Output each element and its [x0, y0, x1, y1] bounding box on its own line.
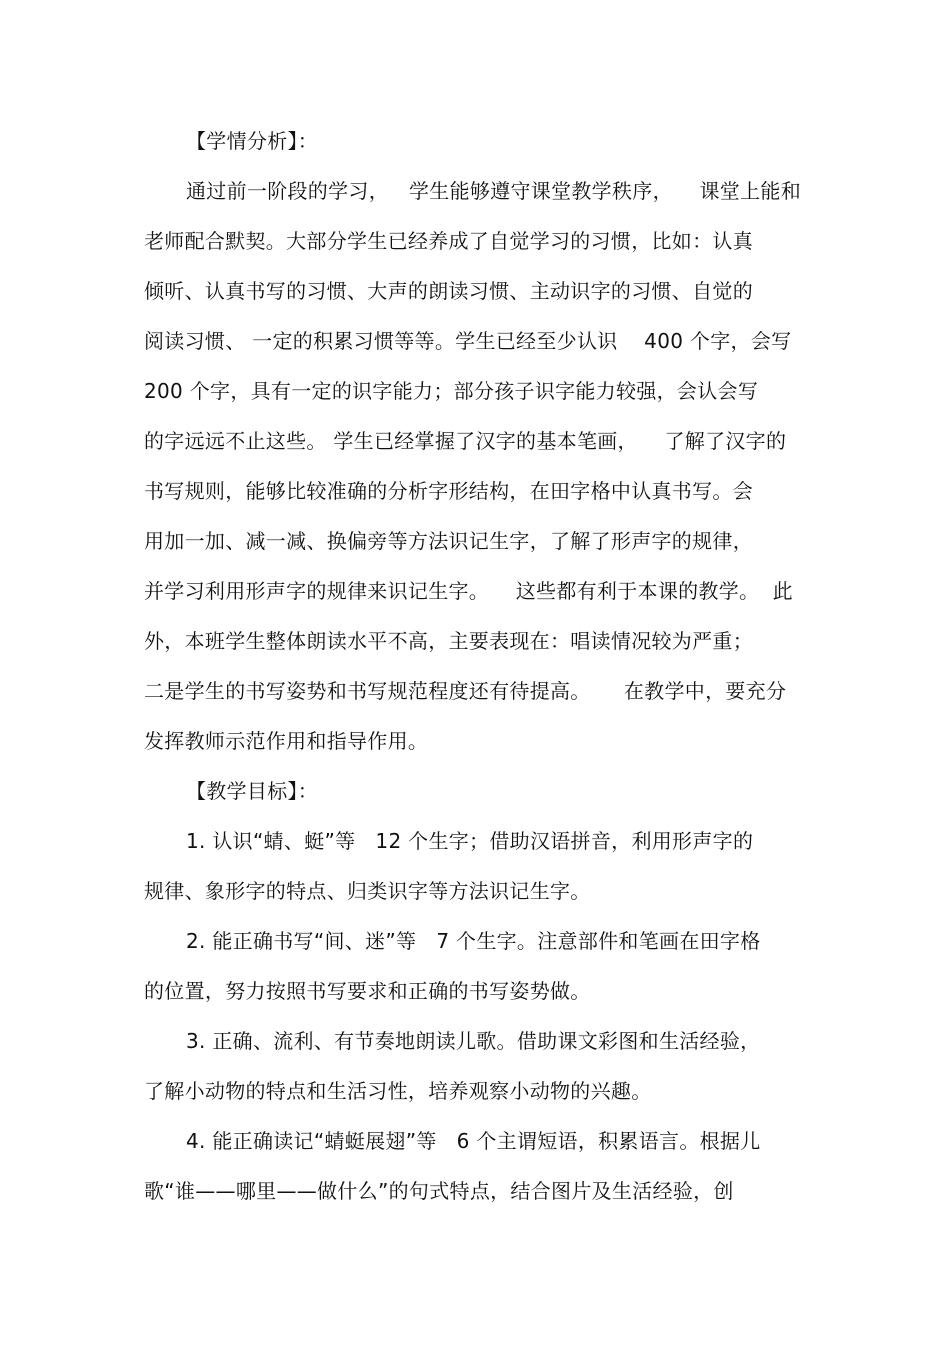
paragraph-line: 老师配合默契。大部分学生已经养成了自觉学习的习惯，比如：认真 [144, 229, 753, 253]
objective-item-3-line-1: 3. 正确、流利、有节奏地朗读儿歌。借助课文彩图和生活经验， [186, 1029, 761, 1053]
paragraph-line: 200 个字，具有一定的识字能力；部分孩子识字能力较强，会认会写 [144, 379, 759, 403]
objective-item-1-line-1: 1. 认识“蜻、蜓”等 12 个生字；借助汉语拼音，利用形声字的 [186, 829, 754, 853]
paragraph-line: 倾听、认真书写的习惯、大声的朗读习惯、主动识字的习惯、自觉的 [144, 279, 753, 303]
paragraph-line: 二是学生的书写姿势和书写规范程度还有待提高。 在教学中，要充分 [144, 679, 787, 703]
objective-item-2-line-1: 2. 能正确书写“间、迷”等 7 个生字。注意部件和笔画在田字格 [186, 929, 761, 953]
paragraph-line: 书写规则，能够比较准确的分析字形结构，在田字格中认真书写。会 [144, 479, 753, 503]
paragraph-line: 发挥教师示范作用和指导作用。 [144, 729, 429, 753]
objective-item-1-line-2: 规律、象形字的特点、归类识字等方法识记生字。 [144, 879, 591, 903]
paragraph-line: 的字远远不止这些。 学生已经掌握了汉字的基本笔画， 了解了汉字的 [144, 429, 787, 453]
objective-item-4-line-2: 歌“谁——哪里——做什么”的句式特点，结合图片及生活经验，创 [144, 1179, 734, 1203]
section-heading-analysis: 【学情分析】： [186, 129, 319, 153]
paragraph-line: 阅读习惯、 一定的积累习惯等等。学生已经至少认识 400 个字，会写 [144, 329, 792, 353]
objective-item-3-line-2: 了解小动物的特点和生活习性，培养观察小动物的兴趣。 [144, 1079, 652, 1103]
objective-item-2-line-2: 的位置，努力按照书写要求和正确的书写姿势做。 [144, 979, 591, 1003]
section-heading-objectives: 【教学目标】： [186, 779, 319, 803]
paragraph-line: 外，本班学生整体朗读水平不高，主要表现在：唱读情况较为严重； [144, 629, 753, 653]
paragraph-line: 并学习利用形声字的规律来识记生字。 这些都有利于本课的教学。 此 [144, 579, 793, 603]
paragraph-line: 用加一加、减一减、换偏旁等方法识记生字，了解了形声字的规律， [144, 529, 753, 553]
paragraph-line: 通过前一阶段的学习， 学生能够遵守课堂教学秩序， 课堂上能和 [186, 179, 802, 203]
objective-item-4-line-1: 4. 能正确读记“蜻蜓展翅”等 6 个主谓短语，积累语言。根据儿 [186, 1129, 761, 1153]
